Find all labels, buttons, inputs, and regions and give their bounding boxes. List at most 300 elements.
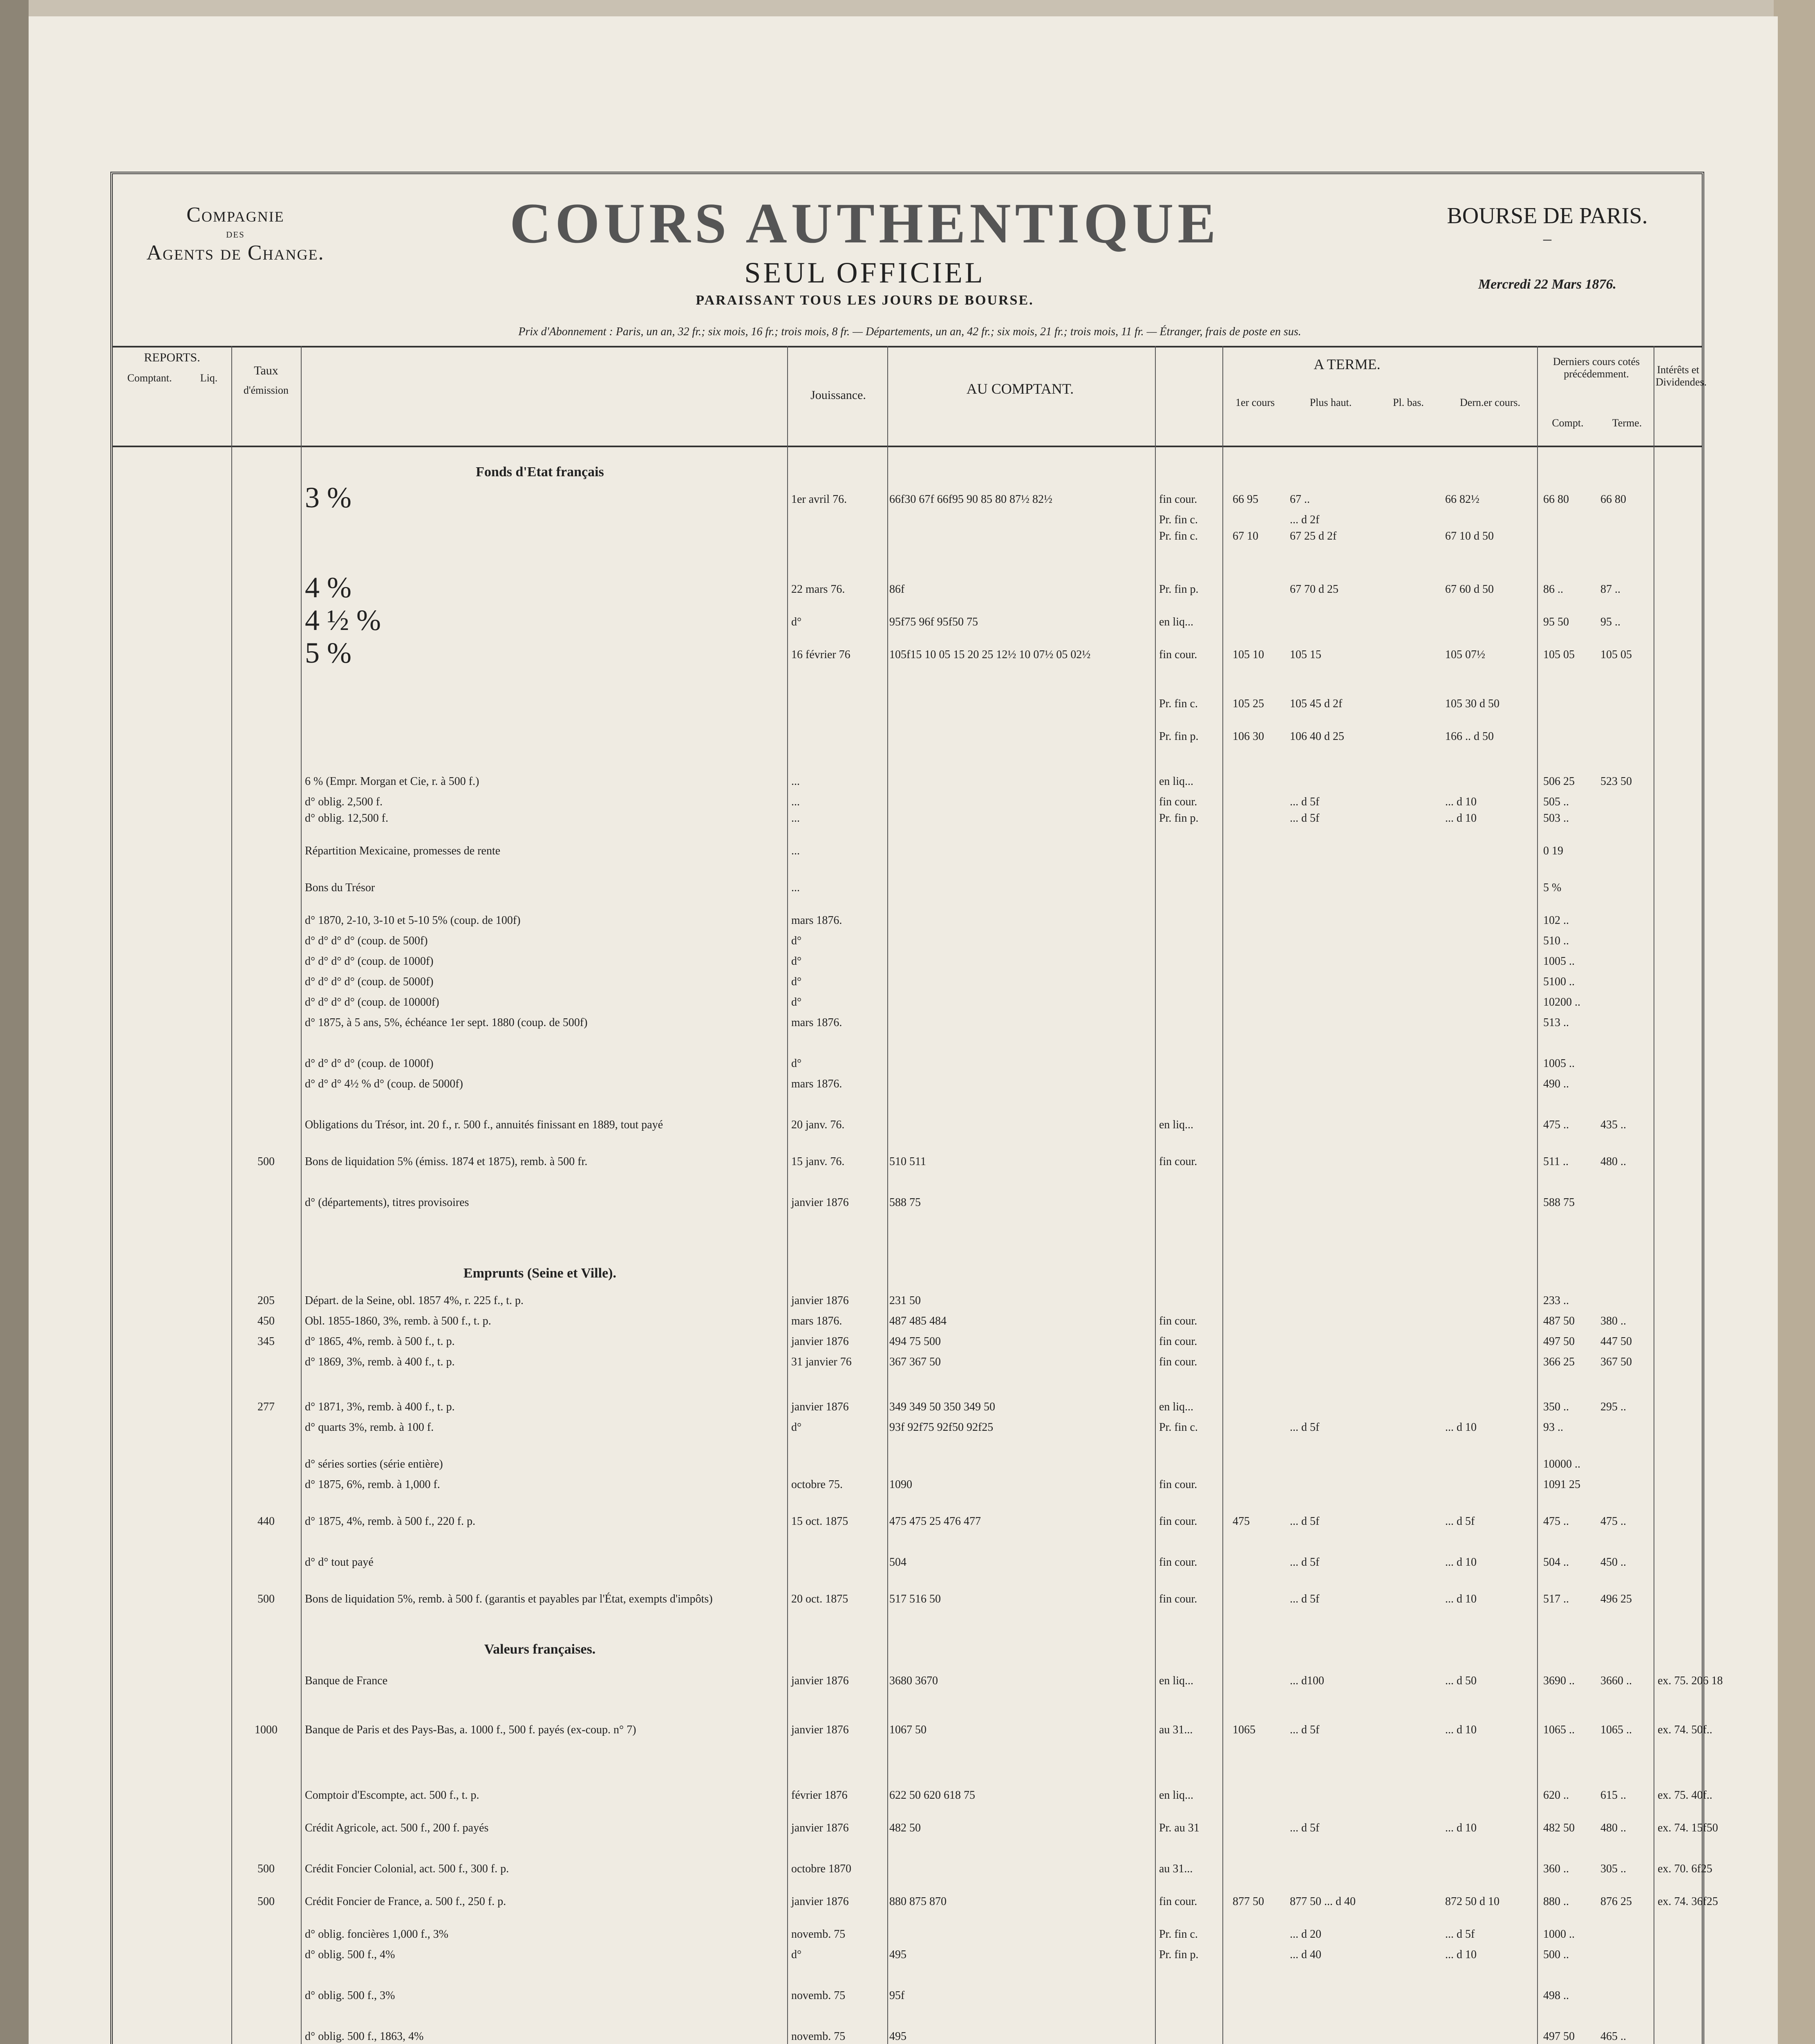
- first-price: 877 50: [1233, 1895, 1264, 1908]
- security-name: d° d° tout payé: [305, 1556, 374, 1569]
- jouissance-date: mars 1876.: [791, 1016, 842, 1029]
- last-price: 166 .. d 50: [1445, 730, 1494, 743]
- jouissance-date: novemb. 75: [791, 2030, 846, 2043]
- jouissance-date: novemb. 75: [791, 1989, 846, 2002]
- table-row: [113, 1155, 1702, 1173]
- section-title: Valeurs françaises.: [484, 1642, 596, 1657]
- prev-term: 105 05: [1600, 648, 1632, 661]
- high-price: 105 15: [1290, 648, 1321, 661]
- prev-term: 480 ..: [1600, 1822, 1626, 1834]
- first-price: 105 10: [1233, 648, 1264, 661]
- first-price: 475: [1233, 1515, 1250, 1528]
- cash-prices: 3680 3670: [889, 1674, 938, 1687]
- last-price: 105 07½: [1445, 648, 1485, 661]
- book-spine: [0, 0, 29, 2044]
- table-row: [113, 1078, 1702, 1096]
- cash-prices: 95f75 96f 95f50 75: [889, 616, 978, 628]
- table-row: [113, 935, 1702, 953]
- term-type: fin cour.: [1159, 1895, 1197, 1908]
- security-name: d° séries sorties (série entière): [305, 1458, 443, 1470]
- security-name: d° quarts 3%, remb. à 100 f.: [305, 1421, 434, 1434]
- prev-cash: 505 ..: [1543, 796, 1569, 808]
- cash-prices: 622 50 620 618 75: [889, 1789, 975, 1802]
- issue-rate: 345: [257, 1335, 275, 1348]
- prev-cash: 10000 ..: [1543, 1458, 1580, 1470]
- term-type: fin cour.: [1159, 1335, 1197, 1348]
- issue-rate: 440: [257, 1515, 275, 1528]
- high-price: ... d 5f: [1290, 1593, 1320, 1605]
- security-name: d° 1875, 6%, remb. à 1,000 f.: [305, 1478, 440, 1491]
- last-price: ... d 10: [1445, 1822, 1477, 1834]
- table-row: [113, 775, 1702, 793]
- table-row: [113, 1515, 1702, 1533]
- section-title: Fonds d'Etat français: [476, 464, 604, 480]
- prev-cash: 517 ..: [1543, 1593, 1569, 1605]
- dividend: ex. 75. 206 18: [1658, 1674, 1723, 1687]
- high-price: 67 25 d 2f: [1290, 530, 1337, 542]
- cash-prices: 482 50: [889, 1822, 921, 1834]
- last-price: ... d 50: [1445, 1674, 1477, 1687]
- cash-prices: 1067 50: [889, 1724, 927, 1736]
- prev-cash: 233 ..: [1543, 1294, 1569, 1307]
- prev-cash: 1000 ..: [1543, 1928, 1575, 1941]
- publication-note: PARAISSANT TOUS LES JOURS DE BOURSE.: [696, 293, 1034, 308]
- cash-prices: 475 475 25 476 477: [889, 1515, 981, 1528]
- table-row: [113, 1948, 1702, 1966]
- high-price: 67 70 d 25: [1290, 583, 1338, 596]
- col-plus-haut: Plus haut.: [1309, 397, 1352, 408]
- table-row: [113, 796, 1702, 814]
- term-type: Pr. au 31: [1159, 1822, 1200, 1834]
- jouissance-date: janvier 1876: [791, 1401, 849, 1413]
- cash-prices: 504: [889, 1556, 906, 1569]
- security-name: Crédit Agricole, act. 500 f., 200 f. payés: [305, 1822, 489, 1834]
- jouissance-date: d°: [791, 935, 802, 947]
- high-price: ... d 20: [1290, 1928, 1321, 1941]
- first-price: 105 25: [1233, 697, 1264, 710]
- term-type: au 31...: [1159, 1724, 1193, 1736]
- prev-cash: 102 ..: [1543, 914, 1569, 927]
- prev-term: 615 ..: [1600, 1789, 1626, 1802]
- last-price: 872 50 d 10: [1445, 1895, 1499, 1908]
- security-name: Bons de liquidation 5% (émiss. 1874 et 1875), remb. à 500 fr.: [305, 1155, 588, 1168]
- prev-cash: 10200 ..: [1543, 996, 1580, 1009]
- table-row: [113, 1335, 1702, 1353]
- security-name: d° oblig. foncières 1,000 f., 3%: [305, 1928, 449, 1941]
- high-price: ... d 5f: [1290, 1515, 1320, 1528]
- jouissance-date: 31 janvier 76: [791, 1356, 852, 1368]
- col-interets: Intérêts et Dividendes.: [1656, 364, 1707, 388]
- security-name: d° d° d° 4½ % d° (coup. de 5000f): [305, 1078, 463, 1090]
- prev-cash: 0 19: [1543, 845, 1563, 857]
- jouissance-date: octobre 75.: [791, 1478, 843, 1491]
- col-jouissance: Jouissance.: [810, 388, 866, 402]
- last-price: 66 82½: [1445, 493, 1479, 506]
- col-reports: REPORTS.: [144, 351, 200, 364]
- jouissance-date: octobre 1870: [791, 1862, 851, 1875]
- issue-rate: 500: [257, 1862, 275, 1875]
- issue-rate: 500: [257, 1593, 275, 1605]
- prev-term: 480 ..: [1600, 1155, 1626, 1168]
- table-row: [113, 1895, 1718, 1913]
- company-header: [137, 203, 333, 265]
- prev-cash: 510 ..: [1543, 935, 1569, 947]
- jouissance-date: d°: [791, 1948, 802, 1961]
- term-type: fin cour.: [1159, 1478, 1197, 1491]
- prev-cash: 506 25: [1543, 775, 1575, 788]
- col-derniers-cours: Derniers cours cotés précédemment.: [1553, 356, 1640, 380]
- prev-term: 496 25: [1600, 1593, 1632, 1605]
- prev-cash: 475 ..: [1543, 1515, 1569, 1528]
- table-row: [113, 1356, 1702, 1374]
- table-row: [113, 1016, 1702, 1034]
- company-line3: Agents de Change.: [146, 241, 325, 264]
- term-type: Pr. fin p.: [1159, 730, 1199, 743]
- security-name: d° oblig. 500 f., 3%: [305, 1989, 395, 2002]
- prev-cash: 1091 25: [1543, 1478, 1580, 1491]
- col-demission: d'émission: [243, 384, 289, 396]
- term-type: fin cour.: [1159, 648, 1197, 661]
- term-type: Pr. fin p.: [1159, 583, 1199, 596]
- document-page: [29, 16, 1778, 2044]
- term-type: Pr. fin c.: [1159, 697, 1198, 710]
- security-name: Départ. de la Seine, obl. 1857 4%, r. 225 f., t. p.: [305, 1294, 524, 1307]
- security-name: d° d° d° d° (coup. de 5000f): [305, 975, 434, 988]
- security-name: 4 ½ %: [305, 604, 381, 637]
- term-type: fin cour.: [1159, 1515, 1197, 1528]
- cash-prices: 880 875 870: [889, 1895, 947, 1908]
- jouissance-date: janvier 1876: [791, 1724, 849, 1736]
- cash-prices: 517 516 50: [889, 1593, 941, 1605]
- prev-term: 295 ..: [1600, 1401, 1626, 1413]
- term-type: en liq...: [1159, 1674, 1193, 1687]
- table-row: [113, 1928, 1702, 1946]
- security-name: Obl. 1855-1860, 3%, remb. à 500 f., t. p.: [305, 1315, 491, 1327]
- security-name: d° 1870, 2-10, 3-10 et 5-10 5% (coup. de 100f): [305, 914, 521, 927]
- term-type: fin cour.: [1159, 1356, 1197, 1368]
- term-type: Pr. fin c.: [1159, 513, 1198, 526]
- company-line1: Compagnie: [186, 203, 284, 226]
- bulletin-frame: [110, 172, 1723, 2044]
- prev-cash: 500 ..: [1543, 1948, 1569, 1961]
- last-price: 67 10 d 50: [1445, 530, 1494, 542]
- prev-cash: 86 ..: [1543, 583, 1563, 596]
- security-name: d° (départements), titres provisoires: [305, 1196, 469, 1209]
- high-price: ... d 5f: [1290, 1421, 1320, 1434]
- first-price: 67 10: [1233, 530, 1258, 542]
- jouissance-date: ...: [791, 881, 800, 894]
- jouissance-date: novemb. 75: [791, 1928, 846, 1941]
- dividend: ex. 74. 36f25: [1658, 1895, 1718, 1908]
- jouissance-date: février 1876: [791, 1789, 848, 1802]
- prev-term: 305 ..: [1600, 1862, 1626, 1875]
- last-price: ... d 10: [1445, 812, 1477, 825]
- prev-cash: 475 ..: [1543, 1118, 1569, 1131]
- security-name: Comptoir d'Escompte, act. 500 f., t. p.: [305, 1789, 479, 1802]
- jouissance-date: ...: [791, 796, 800, 808]
- cash-prices: 495: [889, 2030, 906, 2043]
- security-name: d° 1869, 3%, remb. à 400 f., t. p.: [305, 1356, 455, 1368]
- table-row: [113, 1315, 1702, 1333]
- table-row: [113, 881, 1702, 899]
- prev-term: 1065 ..: [1600, 1724, 1632, 1736]
- table-row: [113, 2030, 1702, 2044]
- jouissance-date: d°: [791, 955, 802, 968]
- col-liq: Liq.: [200, 372, 218, 384]
- prev-term: 87 ..: [1600, 583, 1620, 596]
- high-price: ... d100: [1290, 1674, 1324, 1687]
- table-row: [113, 1057, 1702, 1075]
- table-row: [113, 1478, 1702, 1496]
- security-name: d° oblig. 2,500 f.: [305, 796, 383, 808]
- security-name: Banque de France: [305, 1674, 388, 1687]
- security-name: 4 %: [305, 571, 351, 604]
- cash-prices: 588 75: [889, 1196, 921, 1209]
- jouissance-date: janvier 1876: [791, 1294, 849, 1307]
- high-price: ... d 5f: [1290, 1556, 1320, 1569]
- jouissance-date: 20 oct. 1875: [791, 1593, 848, 1605]
- high-price: ... d 5f: [1290, 1724, 1320, 1736]
- col-a-terme: A TERME.: [1314, 356, 1381, 372]
- prev-cash: 487 50: [1543, 1315, 1575, 1327]
- prev-term: 523 50: [1600, 775, 1632, 788]
- table-row: [113, 604, 1702, 637]
- jouissance-date: ...: [791, 845, 800, 857]
- issue-date: Mercredi 22 Mars 1876.: [1478, 277, 1617, 292]
- table-row: [113, 697, 1702, 715]
- first-price: 66 95: [1233, 493, 1258, 506]
- prev-cash: 93 ..: [1543, 1421, 1563, 1434]
- high-price: 105 45 d 2f: [1290, 697, 1343, 710]
- col-taux: Taux: [254, 364, 278, 377]
- dividend: ex. 70. 6f25: [1658, 1862, 1712, 1875]
- jouissance-date: ...: [791, 775, 800, 788]
- security-name: Bons du Trésor: [305, 881, 375, 894]
- table-row: [113, 914, 1702, 932]
- jouissance-date: janvier 1876: [791, 1822, 849, 1834]
- prev-cash: 5100 ..: [1543, 975, 1575, 988]
- jouissance-date: janvier 1876: [791, 1335, 849, 1348]
- last-price: ... d 5f: [1445, 1515, 1475, 1528]
- prev-term: 475 ..: [1600, 1515, 1626, 1528]
- term-type: fin cour.: [1159, 493, 1197, 506]
- last-price: ... d 5f: [1445, 1928, 1475, 1941]
- prev-cash: 620 ..: [1543, 1789, 1569, 1802]
- term-type: en liq...: [1159, 1789, 1193, 1802]
- cash-prices: 494 75 500: [889, 1335, 941, 1348]
- table-row: [113, 812, 1702, 830]
- bourse-dash: –: [1543, 229, 1551, 248]
- term-type: au 31...: [1159, 1862, 1193, 1875]
- security-name: d° d° d° d° (coup. de 1000f): [305, 955, 434, 968]
- security-name: d° d° d° d° (coup. de 1000f): [305, 1057, 434, 1070]
- dividend: ex. 74. 15f50: [1658, 1822, 1718, 1834]
- jouissance-date: mars 1876.: [791, 1078, 842, 1090]
- term-type: Pr. fin c.: [1159, 1421, 1198, 1434]
- jouissance-date: mars 1876.: [791, 1315, 842, 1327]
- prev-cash: 3690 ..: [1543, 1674, 1575, 1687]
- bourse-title: BOURSE DE PARIS.: [1447, 203, 1648, 229]
- issue-rate: 500: [257, 1155, 275, 1168]
- page-title: COURS AUTHENTIQUE: [510, 192, 1220, 255]
- jouissance-date: ...: [791, 812, 800, 825]
- last-price: ... d 10: [1445, 1948, 1477, 1961]
- jouissance-date: d°: [791, 996, 802, 1009]
- jouissance-date: 22 mars 76.: [791, 583, 845, 596]
- jouissance-date: 20 janv. 76.: [791, 1118, 845, 1131]
- col-comptant: Comptant.: [127, 372, 172, 384]
- cash-prices: 1090: [889, 1478, 912, 1491]
- prev-cash: 1005 ..: [1543, 1057, 1575, 1070]
- issue-rate: 277: [257, 1401, 275, 1413]
- dividend: ex. 75. 40f..: [1658, 1789, 1712, 1802]
- jouissance-date: d°: [791, 1421, 802, 1434]
- prev-cash: 1005 ..: [1543, 955, 1575, 968]
- last-price: ... d 10: [1445, 1421, 1477, 1434]
- cash-prices: 231 50: [889, 1294, 921, 1307]
- col-dern-cours: Dern.er cours.: [1460, 397, 1520, 408]
- issue-rate: 500: [257, 1895, 275, 1908]
- jouissance-date: 1er avril 76.: [791, 493, 847, 506]
- first-price: 1065: [1233, 1724, 1256, 1736]
- table-row: [113, 1118, 1702, 1136]
- jouissance-date: janvier 1876: [791, 1196, 849, 1209]
- security-name: d° 1871, 3%, remb. à 400 f., t. p.: [305, 1401, 455, 1413]
- last-price: ... d 10: [1445, 796, 1477, 808]
- cash-prices: 95f: [889, 1989, 905, 2002]
- term-type: fin cour.: [1159, 796, 1197, 808]
- jouissance-date: d°: [791, 1057, 802, 1070]
- jouissance-date: janvier 1876: [791, 1895, 849, 1908]
- jouissance-date: d°: [791, 616, 802, 628]
- prev-cash: 350 ..: [1543, 1401, 1569, 1413]
- prev-term: 450 ..: [1600, 1556, 1626, 1569]
- quotation-table: [113, 452, 1723, 2044]
- last-price: ... d 10: [1445, 1593, 1477, 1605]
- table-header: [113, 346, 1707, 447]
- last-price: 67 60 d 50: [1445, 583, 1494, 596]
- high-price: 877 50 ... d 40: [1290, 1895, 1356, 1908]
- jouissance-date: 15 janv. 76.: [791, 1155, 845, 1168]
- high-price: ... d 5f: [1290, 1822, 1320, 1834]
- table-row: [113, 1401, 1702, 1419]
- high-price: ... d 5f: [1290, 796, 1320, 808]
- jouissance-date: d°: [791, 975, 802, 988]
- prev-term: 3660 ..: [1600, 1674, 1632, 1687]
- col-compt: Compt.: [1552, 417, 1584, 429]
- cash-prices: 86f: [889, 583, 905, 596]
- prev-cash: 5 %: [1543, 881, 1562, 894]
- table-row: [113, 481, 1702, 514]
- prev-cash: 360 ..: [1543, 1862, 1569, 1875]
- prev-cash: 880 ..: [1543, 1895, 1569, 1908]
- security-name: d° d° d° d° (coup. de 500f): [305, 935, 428, 947]
- cash-prices: 105f15 10 05 15 20 25 12½ 10 07½ 05 02½: [889, 648, 1091, 661]
- table-row: [113, 1196, 1702, 1214]
- company-line2: des: [226, 227, 245, 240]
- table-row: [113, 1822, 1718, 1840]
- table-row: [113, 1593, 1702, 1611]
- prev-term: 367 50: [1600, 1356, 1632, 1368]
- table-row: [113, 637, 1702, 669]
- security-name: 6 % (Empr. Morgan et Cie, r. à 500 f.): [305, 775, 479, 788]
- table-row: [113, 730, 1702, 748]
- table-row: [113, 1724, 1712, 1741]
- prev-cash: 513 ..: [1543, 1016, 1569, 1029]
- table-row: [113, 1674, 1723, 1692]
- page-edge: [1774, 0, 1815, 2044]
- prev-term: 447 50: [1600, 1335, 1632, 1348]
- security-name: d° oblig. 500 f., 1863, 4%: [305, 2030, 424, 2043]
- security-name: Crédit Foncier Colonial, act. 500 f., 300 f. p.: [305, 1862, 509, 1875]
- cash-prices: 510 511: [889, 1155, 926, 1168]
- prev-term: 876 25: [1600, 1895, 1632, 1908]
- prev-cash: 366 25: [1543, 1356, 1575, 1368]
- security-name: Obligations du Trésor, int. 20 f., r. 500 f., annuités finissant en 1889, tout payé: [305, 1118, 663, 1131]
- cash-prices: 93f 92f75 92f50 92f25: [889, 1421, 994, 1434]
- prev-term: 66 80: [1600, 493, 1626, 506]
- jouissance-date: 15 oct. 1875: [791, 1515, 848, 1528]
- high-price: ... d 5f: [1290, 812, 1320, 825]
- col-au-comptant: AU COMPTANT.: [966, 381, 1074, 397]
- issue-rate: 205: [257, 1294, 275, 1307]
- high-price: ... d 2f: [1290, 513, 1320, 526]
- security-name: d° 1875, à 5 ans, 5%, échéance 1er sept. 1880 (coup. de 500f): [305, 1016, 588, 1029]
- table-row: [113, 845, 1702, 863]
- cash-prices: 349 349 50 350 349 50: [889, 1401, 995, 1413]
- col-pl-bas: Pl. bas.: [1393, 397, 1424, 408]
- prev-cash: 490 ..: [1543, 1078, 1569, 1090]
- term-type: en liq...: [1159, 616, 1193, 628]
- table-row: [113, 1989, 1702, 2007]
- cash-prices: 487 485 484: [889, 1315, 947, 1327]
- term-type: fin cour.: [1159, 1315, 1197, 1327]
- prev-cash: 511 ..: [1543, 1155, 1569, 1168]
- table-row: [113, 513, 1702, 531]
- table-row: [113, 1789, 1712, 1807]
- prev-cash: 66 80: [1543, 493, 1569, 506]
- issue-rate: 450: [257, 1315, 275, 1327]
- term-type: en liq...: [1159, 1401, 1193, 1413]
- prev-cash: 504 ..: [1543, 1556, 1569, 1569]
- security-name: d° d° d° d° (coup. de 10000f): [305, 996, 439, 1009]
- term-type: fin cour.: [1159, 1593, 1197, 1605]
- term-type: en liq...: [1159, 1118, 1193, 1131]
- term-type: fin cour.: [1159, 1556, 1197, 1569]
- prev-cash: 482 50: [1543, 1822, 1575, 1834]
- table-row: [113, 1421, 1702, 1439]
- table-row: [113, 996, 1702, 1014]
- security-name: d° 1875, 4%, remb. à 500 f., 220 f. p.: [305, 1515, 476, 1528]
- prev-cash: 503 ..: [1543, 812, 1569, 825]
- col-terme: Terme.: [1612, 417, 1642, 429]
- page-subtitle: SEUL OFFICIEL: [744, 256, 985, 289]
- security-name: 5 %: [305, 637, 351, 669]
- security-name: Bons de liquidation 5%, remb. à 500 f. (garantis et payables par l'État, exempts d'impôts): [305, 1593, 713, 1605]
- table-row: [113, 571, 1702, 604]
- prev-cash: 588 75: [1543, 1196, 1575, 1209]
- section-title: Emprunts (Seine et Ville).: [463, 1266, 616, 1281]
- term-type: Pr. fin c.: [1159, 1928, 1198, 1941]
- prev-term: 465 ..: [1600, 2030, 1626, 2043]
- first-price: 106 30: [1233, 730, 1264, 743]
- term-type: fin cour.: [1159, 1155, 1197, 1168]
- security-name: d° 1865, 4%, remb. à 500 f., t. p.: [305, 1335, 455, 1348]
- high-price: 106 40 d 25: [1290, 730, 1344, 743]
- col-premier-cours: 1er cours: [1235, 397, 1275, 408]
- prev-cash: 498 ..: [1543, 1989, 1569, 2002]
- prev-cash: 105 05: [1543, 648, 1575, 661]
